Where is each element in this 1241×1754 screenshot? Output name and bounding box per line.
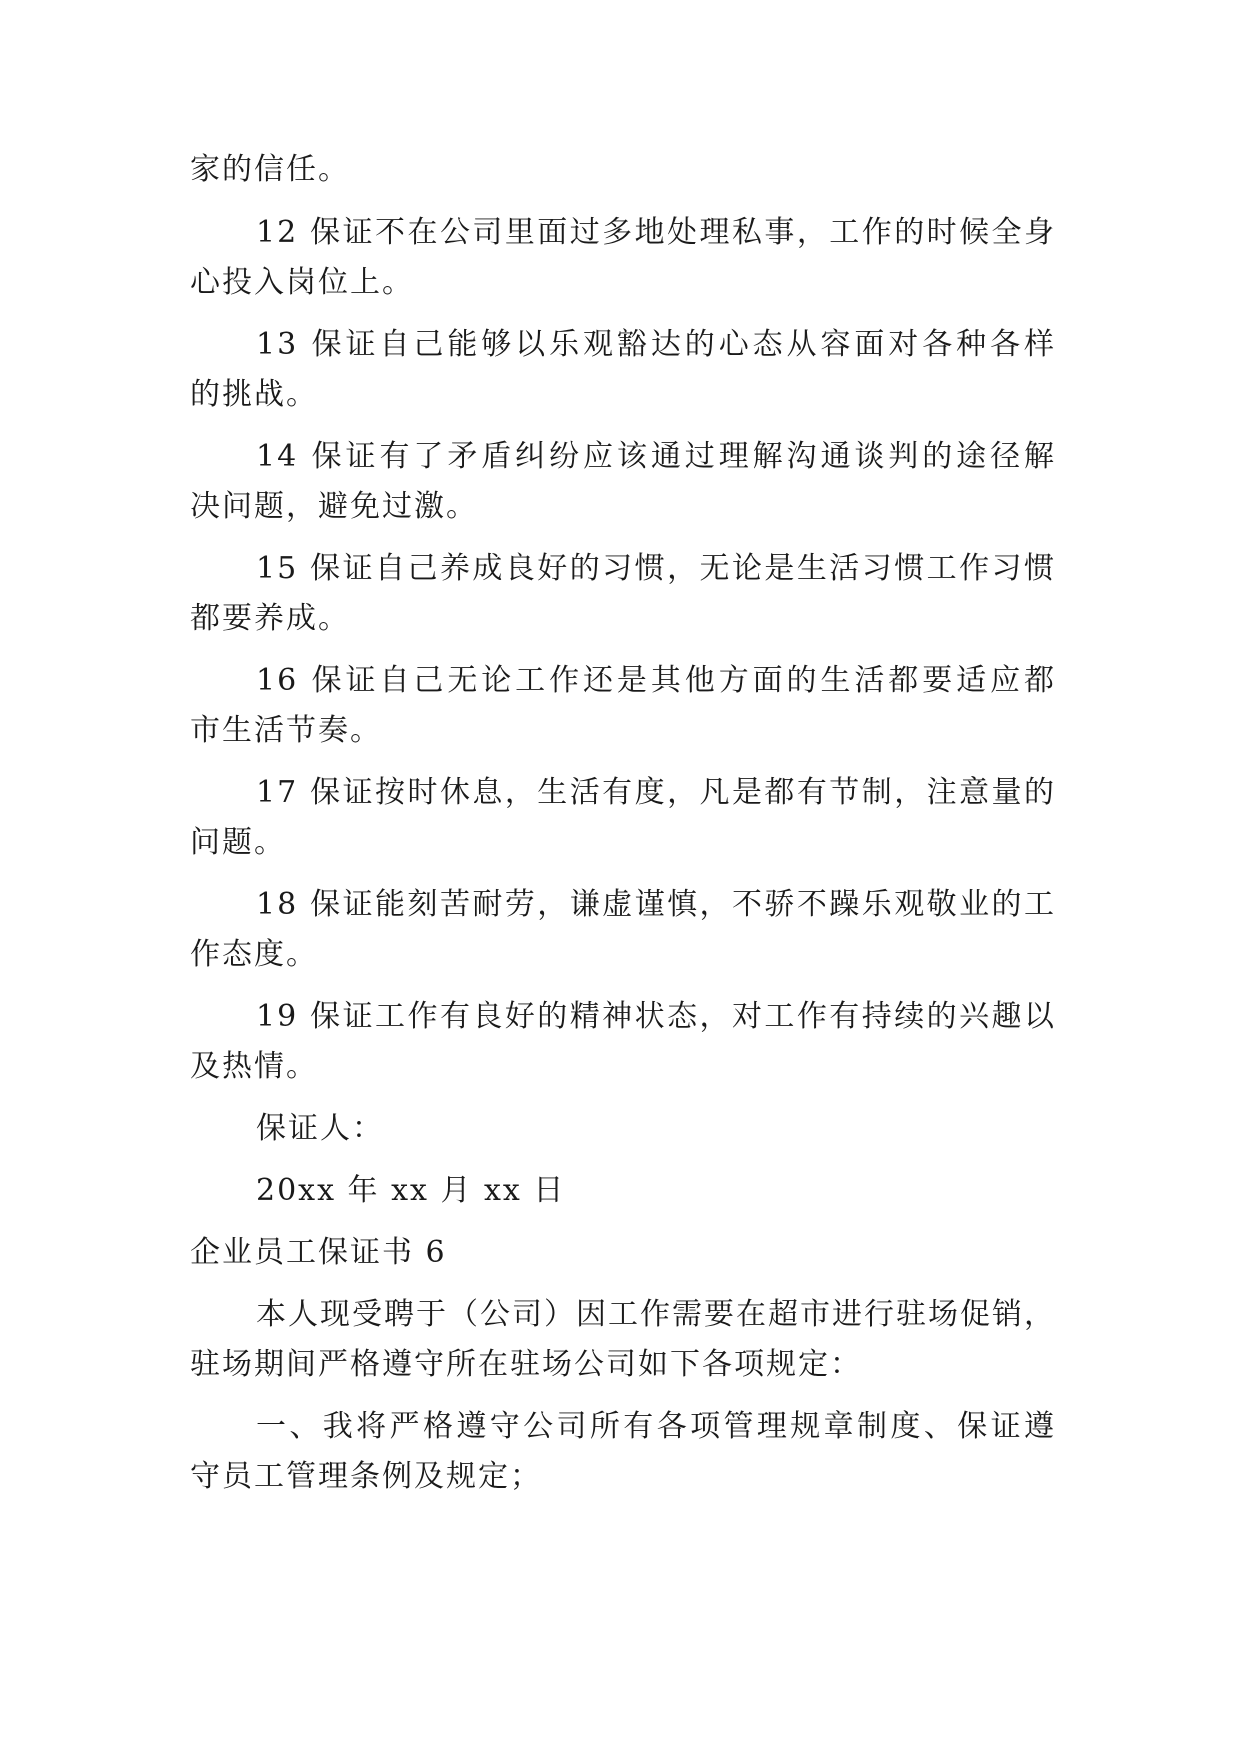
clause-15: 15 保证自己养成良好的习惯，无论是生活习惯工作习惯 <box>256 551 1056 586</box>
clause-13: 13 保证自己能够以乐观豁达的心态从容面对各种各样 <box>256 327 1056 362</box>
clause-14: 14 保证有了矛盾纠纷应该通过理解沟通谈判的途径解 <box>256 439 1056 474</box>
text-line: 家的信任。 <box>190 152 350 187</box>
text-line: 的挑战。 <box>190 377 318 412</box>
guarantor-label: 保证人： <box>256 1111 384 1146</box>
rule-one: 一、我将严格遵守公司所有各项管理规章制度、保证遵 <box>256 1409 1056 1444</box>
text-line: 决问题，避免过激。 <box>190 489 478 524</box>
clause-19: 19 保证工作有良好的精神状态，对工作有持续的兴趣以 <box>256 999 1056 1034</box>
clause-18: 18 保证能刻苦耐劳，谦虚谨慎，不骄不躁乐观敬业的工 <box>256 887 1056 922</box>
date-line: 20xx 年 xx 月 xx 日 <box>256 1173 566 1208</box>
text-line: 都要养成。 <box>190 601 350 636</box>
text-line: 及热情。 <box>190 1049 318 1084</box>
clause-16: 16 保证自己无论工作还是其他方面的生活都要适应都 <box>256 663 1056 698</box>
text-line: 问题。 <box>190 825 286 860</box>
clause-12: 12 保证不在公司里面过多地处理私事，工作的时候全身 <box>256 215 1056 250</box>
text-line: 心投入岗位上。 <box>190 265 414 300</box>
text-line: 守员工管理条例及规定； <box>190 1459 542 1494</box>
text-line: 作态度。 <box>190 937 318 972</box>
section-heading: 企业员工保证书 6 <box>190 1235 447 1270</box>
paragraph-line: 本人现受聘于（公司）因工作需要在超市进行驻场促销， <box>256 1297 1056 1332</box>
clause-17: 17 保证按时休息，生活有度，凡是都有节制，注意量的 <box>256 775 1056 810</box>
text-line: 驻场期间严格遵守所在驻场公司如下各项规定： <box>190 1347 862 1382</box>
text-line: 市生活节奏。 <box>190 713 382 748</box>
